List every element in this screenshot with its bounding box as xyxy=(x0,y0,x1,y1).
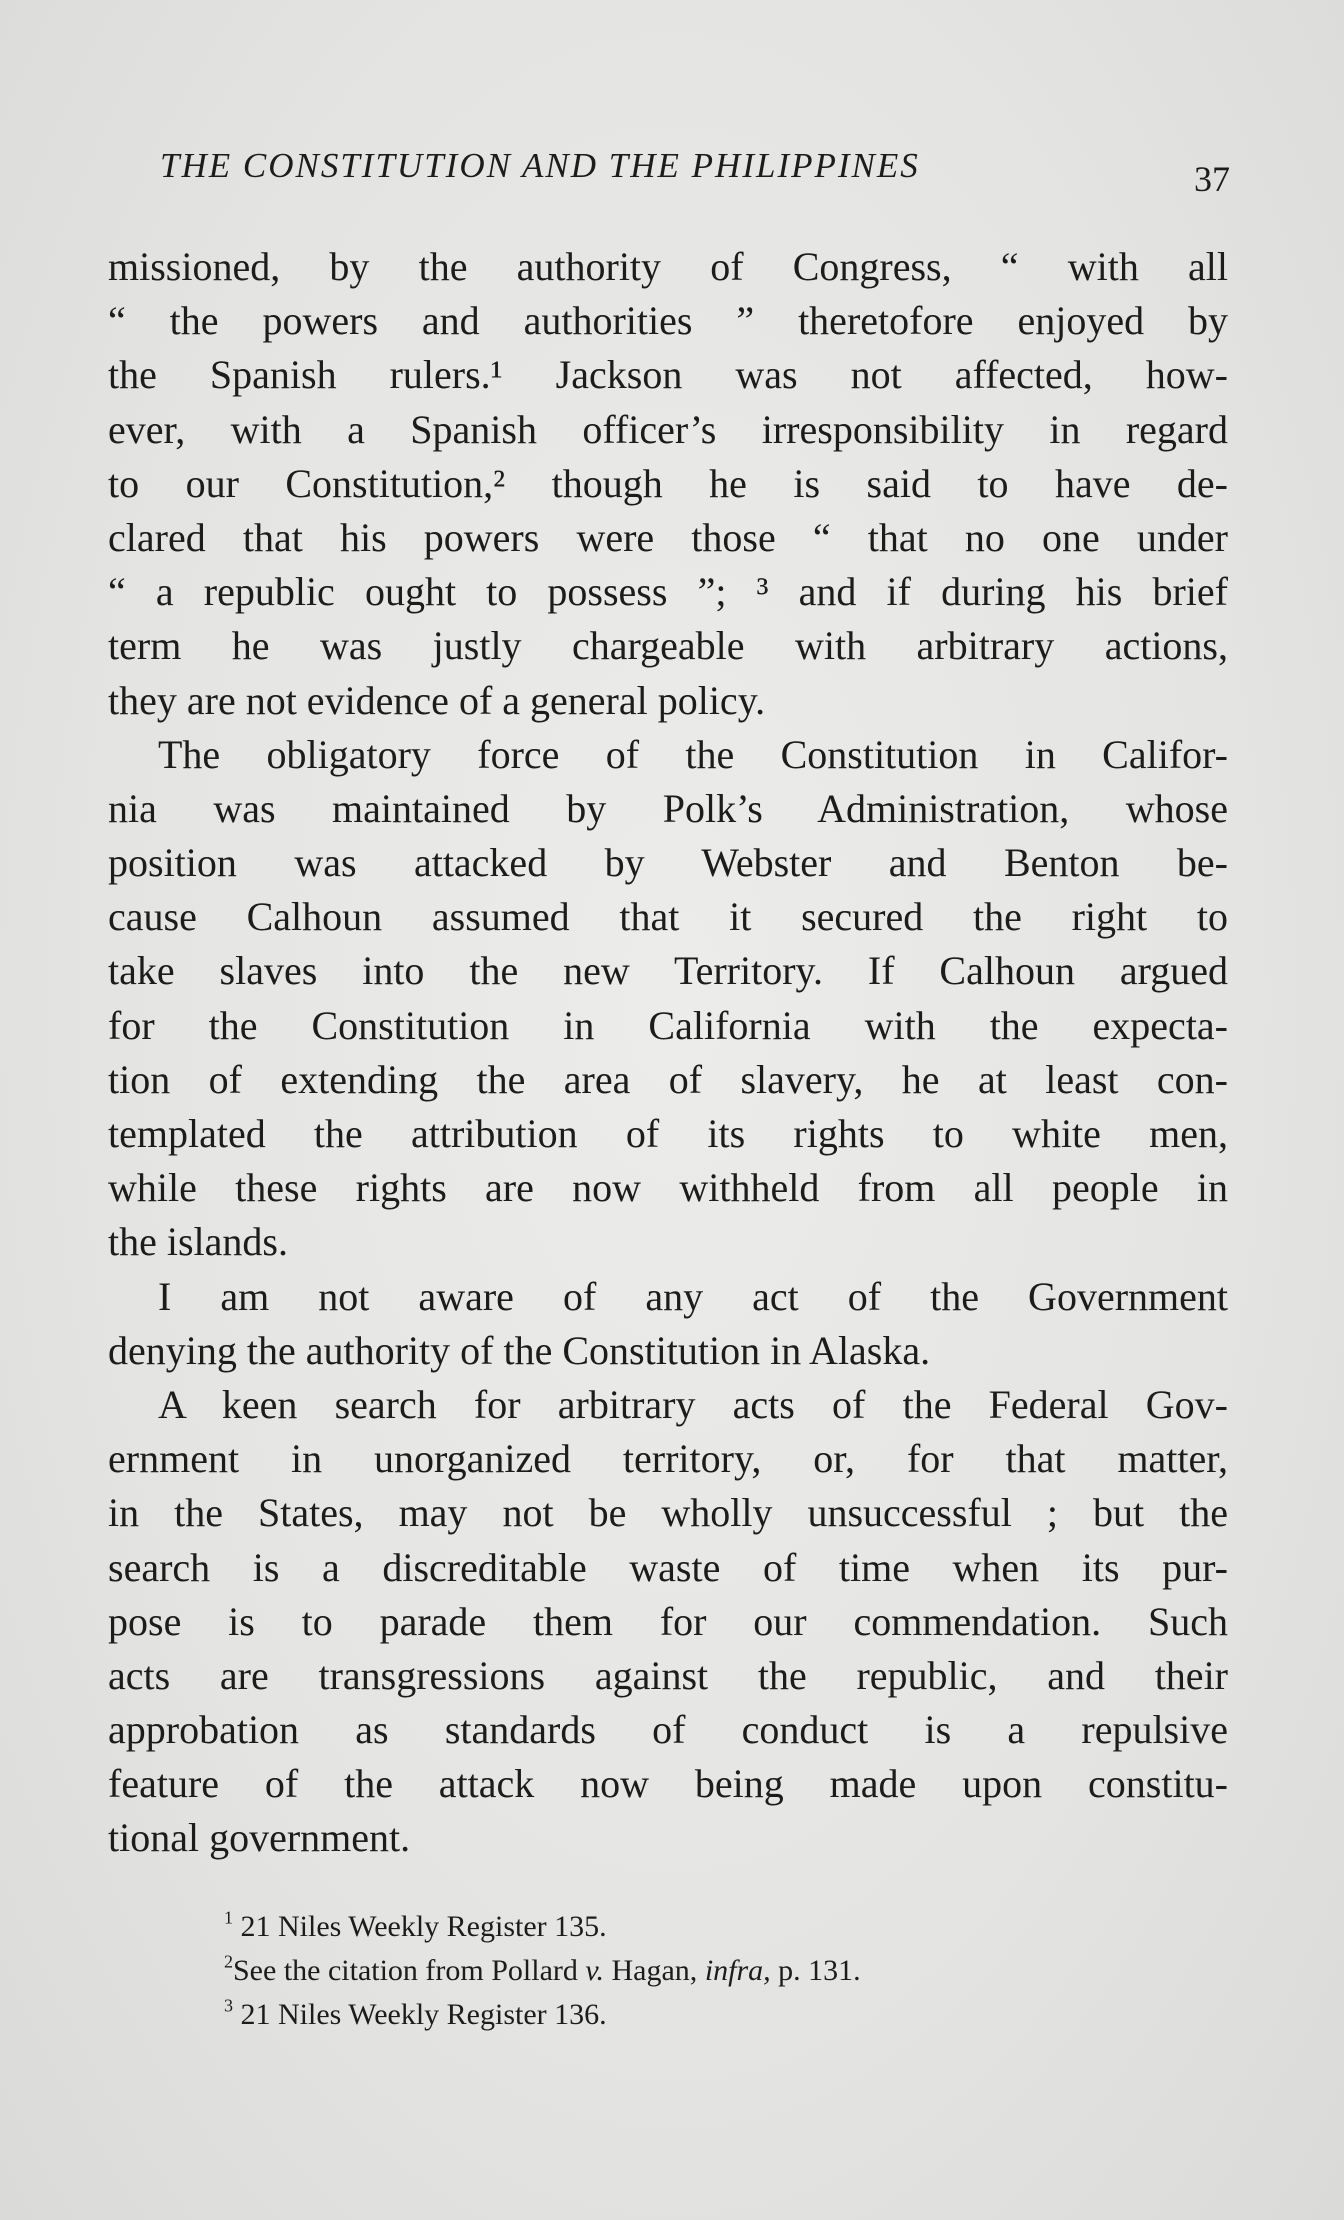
text-line: search is a discreditable waste of time when its pur- xyxy=(108,1544,1228,1590)
text-line: the Spanish rulers.¹ Jackson was not affected, how- xyxy=(108,352,1228,398)
text-line: cause Calhoun assumed that it secured the right to xyxy=(108,894,1228,940)
text-line: feature of the attack now being made upon constitu- xyxy=(108,1761,1228,1807)
text-line: The obligatory force of the Constitution in Califor- xyxy=(158,731,1228,777)
text-line: for the Constitution in California with the expecta- xyxy=(108,1002,1228,1048)
footnote-italic-v: v. xyxy=(585,1954,605,1987)
text-line: while these rights are now withheld from all people in xyxy=(108,1165,1228,1211)
text-line: clared that his powers were those “ that no one under xyxy=(108,514,1228,560)
text-line: A keen search for arbitrary acts of the Federal Gov- xyxy=(158,1381,1228,1427)
footnote xyxy=(224,1905,1124,1949)
text-line: tion of extending the area of slavery, he at least con- xyxy=(108,1056,1228,1102)
page-header xyxy=(160,140,1230,200)
running-title: THE CONSTITUTION AND THE PHILIPPINES xyxy=(160,146,920,185)
text-line: the islands. xyxy=(108,1219,288,1265)
footnote-marker: 3 xyxy=(224,1995,233,2016)
text-line: take slaves into the new Territory. If Calhoun argued xyxy=(108,948,1228,994)
footnote-text: See the citation from Pollard xyxy=(233,1954,586,1987)
text-line: in the States, may not be wholly unsuccessful ; but the xyxy=(108,1490,1228,1536)
footnote xyxy=(224,1993,1124,2037)
footnote-text: 21 Niles Weekly Register 135. xyxy=(240,1910,607,1943)
footnote-text: 21 Niles Weekly Register 136. xyxy=(240,1998,607,2031)
text-line: “ the powers and authorities ” theretofore enjoyed by xyxy=(108,298,1228,344)
text-line: position was attacked by Webster and Benton be- xyxy=(108,840,1228,886)
text-line: ernment in unorganized territory, or, for that matter, xyxy=(108,1436,1228,1482)
body-text xyxy=(108,240,1228,1866)
text-line: nia was maintained by Polk’s Administration, whose xyxy=(108,785,1228,831)
footnote-text: Hagan, xyxy=(604,1954,705,1987)
page-number: 37 xyxy=(1194,159,1230,199)
footnote xyxy=(224,1949,1124,1993)
footnote-text: p. 131. xyxy=(770,1954,861,1987)
footnote-marker: 1 xyxy=(224,1907,233,1928)
text-line: acts are transgressions against the republic, and their xyxy=(108,1652,1228,1698)
paragraph xyxy=(108,1378,1228,1866)
paragraph xyxy=(108,240,1228,728)
footnote-italic-infra: infra, xyxy=(704,1954,771,1987)
text-line: missioned, by the authority of Congress, “ with all xyxy=(108,244,1228,289)
text-line: they are not evidence of a general policy. xyxy=(108,677,766,723)
footnote-marker: 2 xyxy=(224,1951,233,1972)
text-line: tional government. xyxy=(108,1815,411,1861)
paragraph xyxy=(108,1270,1228,1378)
text-line: ever, with a Spanish officer’s irresponsibility in regard xyxy=(108,406,1228,452)
paragraph xyxy=(108,728,1228,1270)
text-line: approbation as standards of conduct is a repulsive xyxy=(108,1707,1228,1753)
text-line: to our Constitution,² though he is said to have de- xyxy=(108,460,1228,506)
text-line: denying the authority of the Constitution in Alaska. xyxy=(108,1327,931,1373)
footnotes xyxy=(224,1905,1124,2037)
text-line: term he was justly chargeable with arbitrary actions, xyxy=(108,623,1228,669)
text-line: templated the attribution of its rights to white men, xyxy=(108,1111,1228,1156)
text-line: I am not aware of any act of the Government xyxy=(158,1273,1228,1319)
text-line: “ a republic ought to possess ”; ³ and if during his brief xyxy=(108,569,1228,615)
text-line: pose is to parade them for our commendation. Such xyxy=(108,1598,1228,1644)
